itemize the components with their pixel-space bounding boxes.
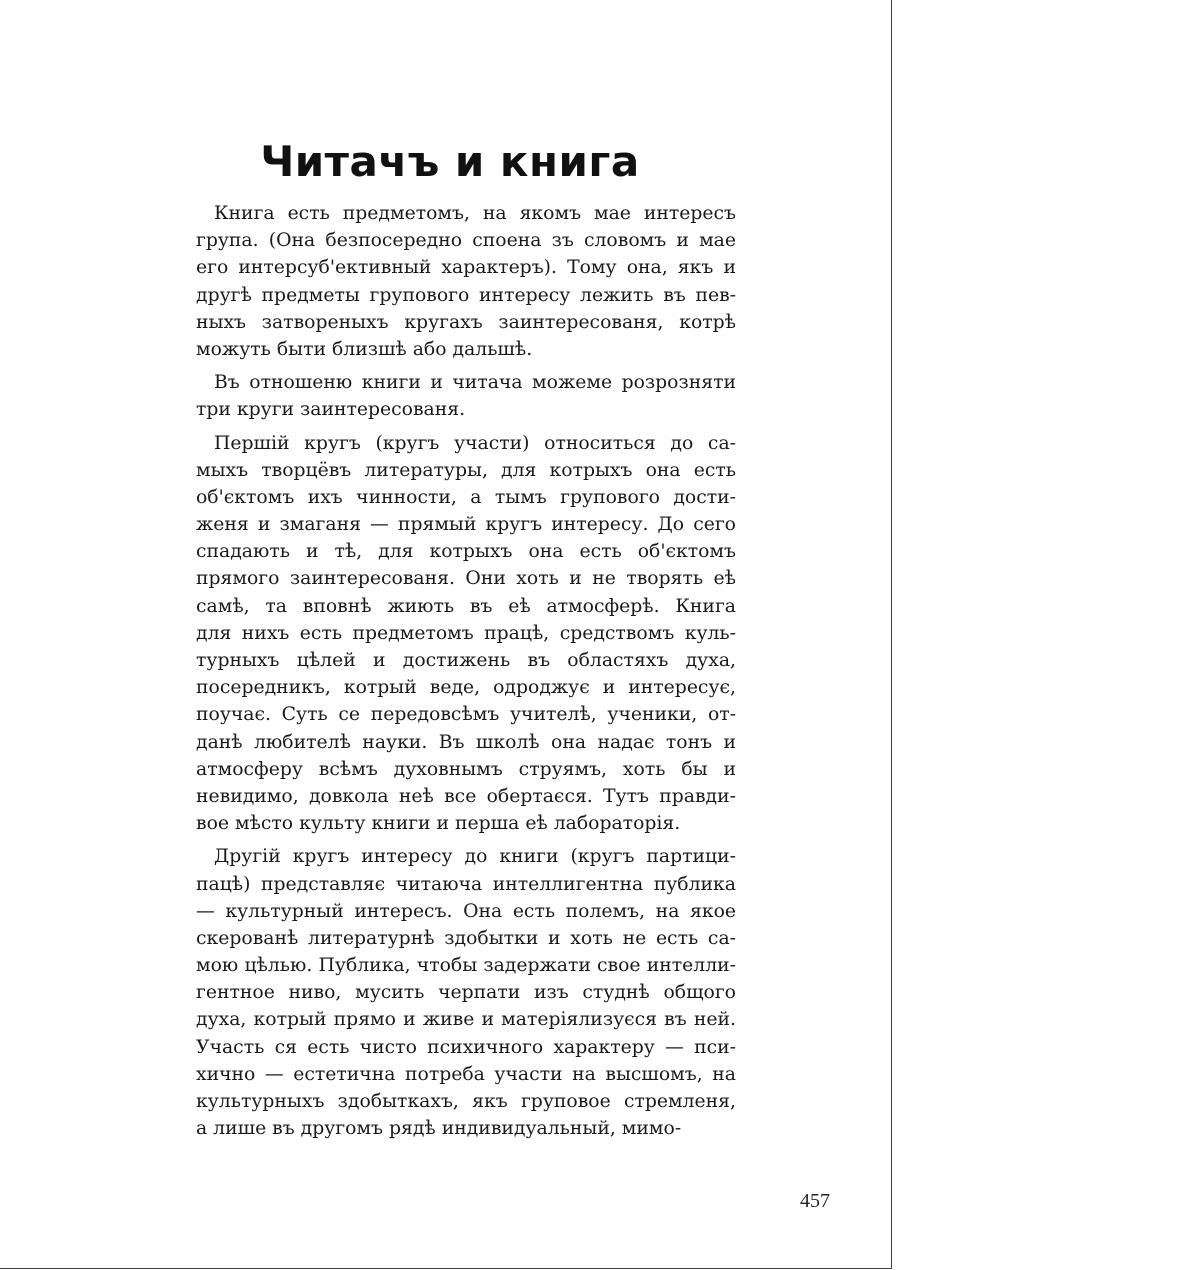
text-line: духа, котрый прямо и живе и матеріялизуєся въ ней. <box>196 1009 736 1031</box>
paragraph <box>196 200 736 363</box>
text-line: спадають и тѣ, для котрыхъ она есть об'єктомъ <box>196 541 736 563</box>
text-line: самѣ, та вповнѣ жиють въ еѣ атмосферѣ. Книга <box>196 595 736 617</box>
text-line: пацѣ) представляє читаюча интеллигентна публика <box>196 873 736 895</box>
body-text <box>196 200 736 1148</box>
text-line: данѣ любителѣ науки. Въ школѣ она надає тонъ и <box>196 731 736 753</box>
paragraph <box>196 430 736 838</box>
text-line: група. (Она безпосередно споена зъ словомъ и мае <box>196 230 736 252</box>
paragraph <box>196 843 736 1142</box>
text-line: посередникъ, котрый веде, одроджує и интересує, <box>196 677 736 699</box>
text-line: мыхъ творцёвъ литературы, для котрыхъ она есть <box>196 459 736 481</box>
text-line: скерованѣ литературнѣ здобытки и хоть не есть са- <box>196 927 736 949</box>
text-line: Першій кругъ (кругъ участи) относиться до са- <box>214 432 736 454</box>
page-number: 457 <box>800 1190 830 1212</box>
text-line: Другій кругъ интересу до книги (кругъ партици- <box>214 846 736 868</box>
text-line: — культурный интересъ. Она есть полемъ, на якое <box>196 900 736 922</box>
page-title: Читачъ и книга <box>260 137 640 186</box>
text-line: для нихъ есть предметомъ працѣ, средствомъ куль- <box>196 622 736 644</box>
text-line: вое мѣсто культу книги и перша еѣ лабораторія. <box>196 813 681 835</box>
text-line: прямого заинтересованя. Они хоть и не творять еѣ <box>196 568 736 590</box>
text-line: Книга есть предметомъ, на якомъ мае интересъ <box>214 203 736 224</box>
text-line: мою цѣлью. Публика, чтобы задержати свое интелли- <box>196 955 736 977</box>
text-line: турныхъ цѣлей и достижень въ областяхъ духа, <box>196 650 736 671</box>
text-line: Въ отношеню книги и читача можеме розрозняти <box>214 372 736 394</box>
text-line: хично — естетична потреба участи на высшомъ, на <box>196 1063 736 1085</box>
text-line: об'єктомъ ихъ чинности, а тымъ групового дости- <box>196 486 736 508</box>
text-line: Участь ся есть чисто психичного характеру — пси- <box>196 1036 736 1058</box>
paragraph <box>196 369 736 423</box>
text-line: невидимо, довкола неѣ все обертаєся. Тутъ правди- <box>196 785 736 807</box>
text-line: женя и змаганя — прямый кругъ интересу. До сего <box>196 514 736 536</box>
text-line: атмосферу всѣмъ духовнымъ струямъ, хоть бы и <box>196 758 736 780</box>
text-line: поучає. Суть се передовсѣмъ учителѣ, ученики, от- <box>196 704 736 726</box>
text-line: гентное ниво, мусить черпати изъ студнѣ общого <box>196 982 736 1004</box>
text-line: три круги заинтересованя. <box>196 399 466 421</box>
text-line: можуть быти близшѣ або дальшѣ. <box>196 338 533 360</box>
text-line: а лише въ другомъ рядѣ индивидуальный, мимо- <box>196 1118 682 1140</box>
text-line: другѣ предметы групового интересу лежить въ пев- <box>196 284 736 306</box>
text-line: ныхъ затвореныхъ кругахъ заинтересованя, котрѣ <box>196 311 736 333</box>
text-line: культурныхъ здобыткахъ, якъ груповое стремленя, <box>196 1091 736 1112</box>
text-line: его интерсуб'ективный характеръ). Тому она, якъ и <box>196 257 736 279</box>
